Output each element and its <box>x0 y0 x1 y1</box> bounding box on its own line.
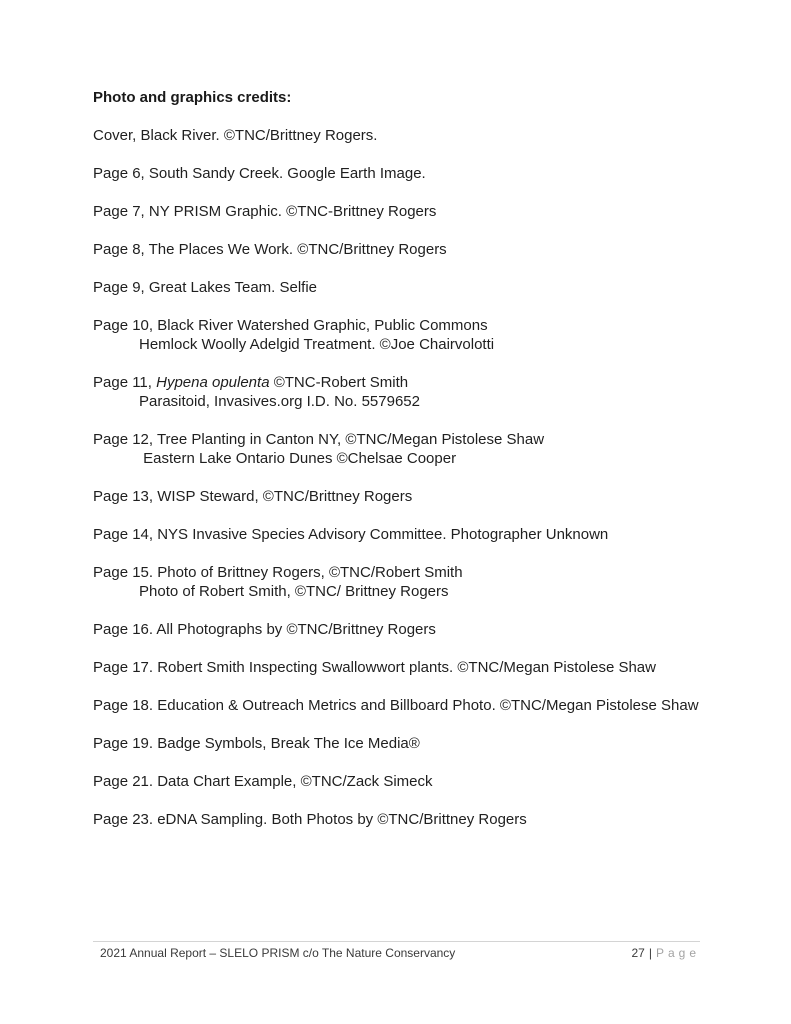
credit-text: Page 14, NYS Invasive Species Advisory Committee. Photographer Unknown <box>93 526 609 543</box>
credit-line <box>93 202 733 221</box>
credit-line <box>93 582 733 601</box>
credit-entry <box>93 525 733 544</box>
credit-line <box>93 734 733 753</box>
credit-text: Photo of Robert Smith, ©TNC/ Brittney Rogers <box>139 583 449 600</box>
credit-entry <box>93 373 733 411</box>
credit-text-italic: Hypena opulenta <box>156 374 270 391</box>
credit-line <box>93 164 733 183</box>
credit-text: Page 8, The Places We Work. ©TNC/Brittney Rogers <box>93 241 447 258</box>
credit-entry <box>93 164 733 183</box>
credit-text: Page 23. eDNA Sampling. Both Photos by ©TNC/Brittney Rogers <box>93 811 527 828</box>
page-content <box>93 88 733 848</box>
credit-line <box>93 278 733 297</box>
credit-line <box>93 696 733 715</box>
credit-line <box>93 449 733 468</box>
credit-entry <box>93 734 733 753</box>
credit-text: Parasitoid, Invasives.org I.D. No. 5579652 <box>139 393 420 410</box>
credit-text: Eastern Lake Ontario Dunes ©Chelsae Cooper <box>139 450 457 467</box>
credit-line <box>93 658 733 677</box>
credit-text: Page 15. Photo of Brittney Rogers, ©TNC/Robert Smith <box>93 564 463 581</box>
credit-line <box>93 810 733 829</box>
credit-text: Page 21. Data Chart Example, ©TNC/Zack Simeck <box>93 773 433 790</box>
credit-text: Page 9, Great Lakes Team. Selfie <box>93 279 318 296</box>
credit-line <box>93 487 733 506</box>
credit-line <box>93 620 733 639</box>
credit-line <box>93 335 733 354</box>
credit-entry <box>93 126 733 145</box>
footer-row <box>93 942 700 960</box>
credit-entry <box>93 487 733 506</box>
credit-entry <box>93 202 733 221</box>
credit-line <box>93 373 733 392</box>
credit-entry <box>93 772 733 791</box>
footer-page-number <box>631 946 700 960</box>
credits-list <box>93 126 733 829</box>
credit-line <box>93 525 733 544</box>
credit-entry <box>93 240 733 259</box>
credit-text: Page 11, <box>93 374 157 391</box>
credit-text: Page 16. All Photographs by ©TNC/Brittney Rogers <box>93 621 436 638</box>
credit-text: Hemlock Woolly Adelgid Treatment. ©Joe Chairvolotti <box>139 336 495 353</box>
credit-text: ©TNC-Robert Smith <box>269 374 409 391</box>
credit-text: Page 19. Badge Symbols, Break The Ice Media® <box>93 735 420 752</box>
credit-entry <box>93 658 733 677</box>
credit-text: Page 18. Education & Outreach Metrics and Billboard Photo. ©TNC/Megan Pistolese Shaw <box>93 697 699 714</box>
footer-report-title: 2021 Annual Report – SLELO PRISM c/o The Nature Conservancy <box>100 946 456 960</box>
credit-line <box>93 772 733 791</box>
credit-text: Page 17. Robert Smith Inspecting Swallowwort plants. ©TNC/Megan Pistolese Shaw <box>93 659 656 676</box>
credit-line <box>93 316 733 335</box>
page-title: Photo and graphics credits: <box>93 89 292 106</box>
credit-text: Page 10, Black River Watershed Graphic, Public Commons <box>93 317 488 334</box>
credit-entry <box>93 316 733 354</box>
credit-text: Page 13, WISP Steward, ©TNC/Brittney Rogers <box>93 488 413 505</box>
credit-line <box>93 240 733 259</box>
footer-page-separator: | <box>648 946 652 960</box>
credit-entry <box>93 563 733 601</box>
credit-entry <box>93 810 733 829</box>
credit-line <box>93 563 733 582</box>
credit-line <box>93 430 733 449</box>
credit-text: Page 7, NY PRISM Graphic. ©TNC-Brittney Rogers <box>93 203 437 220</box>
credit-entry <box>93 278 733 297</box>
credit-text: Cover, Black River. ©TNC/Brittney Rogers. <box>93 127 378 144</box>
credit-line <box>93 392 733 411</box>
credit-entry <box>93 696 733 715</box>
footer-page-word: Page <box>655 946 700 960</box>
page-footer <box>93 941 700 960</box>
footer-page-number-value: 27 <box>631 946 645 960</box>
credit-entry <box>93 620 733 639</box>
credit-entry <box>93 430 733 468</box>
credit-line <box>93 126 733 145</box>
credit-text: Page 12, Tree Planting in Canton NY, ©TNC/Megan Pistolese Shaw <box>93 431 545 448</box>
credit-text: Page 6, South Sandy Creek. Google Earth Image. <box>93 165 426 182</box>
